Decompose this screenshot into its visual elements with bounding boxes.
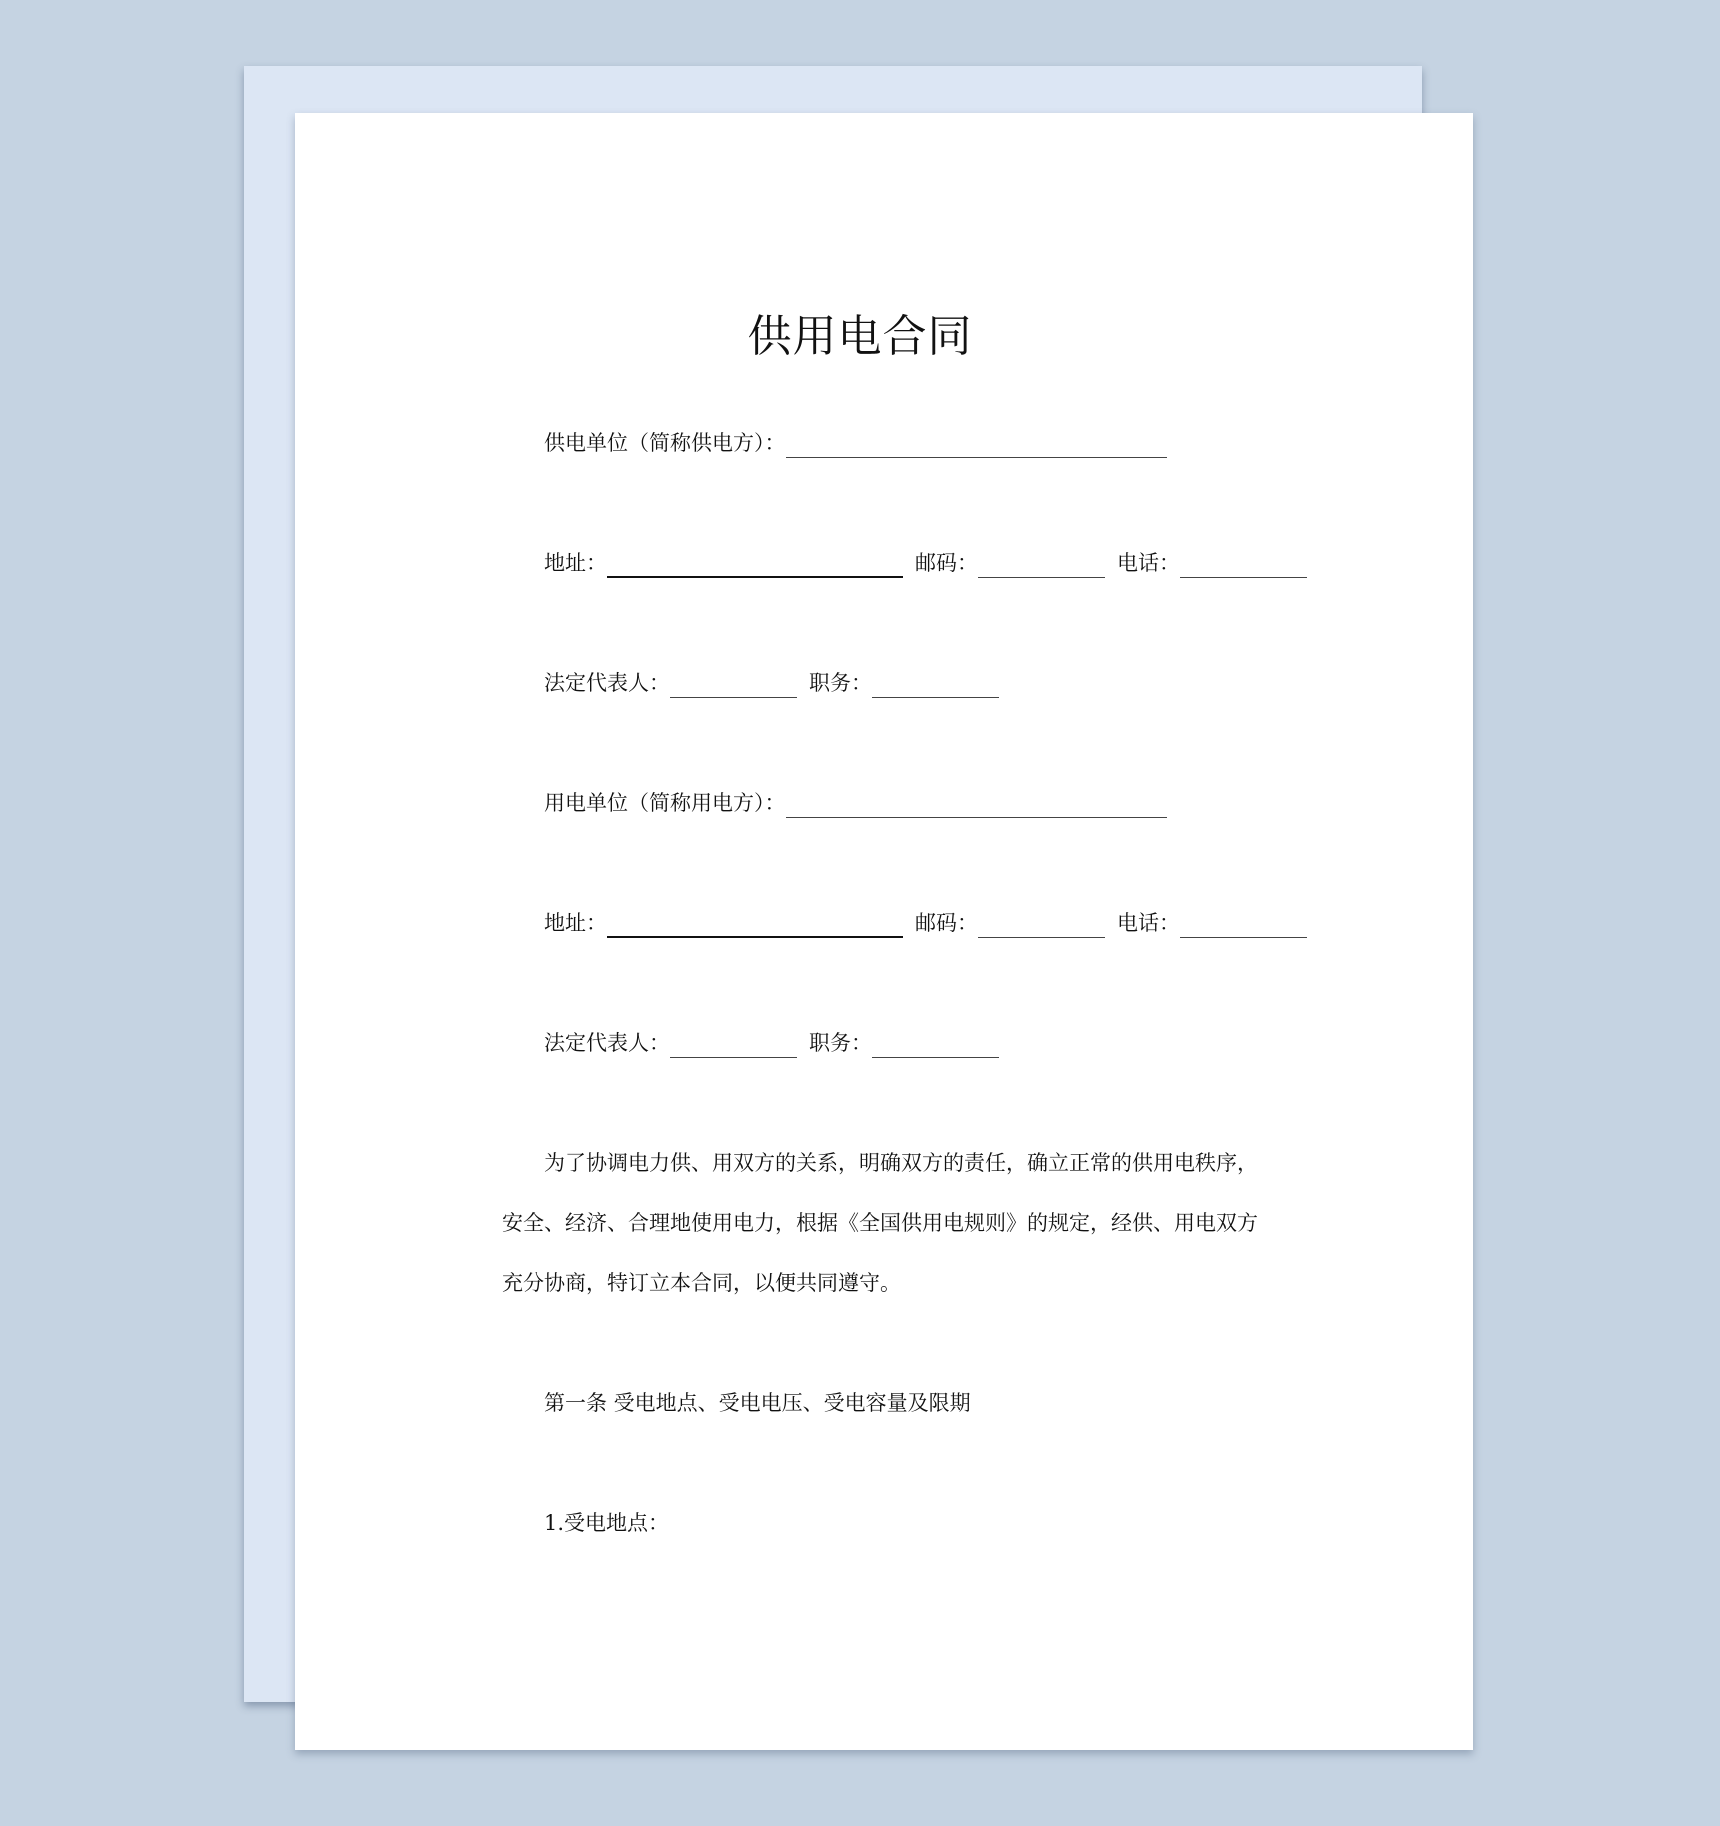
consumer-address-field[interactable] — [607, 914, 903, 938]
supplier-address-label: 地址： — [544, 551, 607, 575]
supplier-unit-field[interactable] — [786, 435, 1167, 458]
supplier-postcode-label: 邮码： — [915, 551, 978, 575]
consumer-phone-label: 电话： — [1117, 911, 1180, 935]
supplier-address-line — [544, 548, 1319, 578]
consumer-phone-field[interactable] — [1180, 915, 1307, 938]
supplier-phone-field[interactable] — [1180, 555, 1307, 578]
consumer-rep-line — [544, 1028, 1011, 1058]
consumer-unit-line — [544, 788, 1179, 818]
supplier-unit-label: 供电单位（简称供电方）： — [544, 431, 786, 455]
consumer-position-field[interactable] — [872, 1035, 999, 1058]
supplier-rep-field[interactable] — [670, 675, 797, 698]
supplier-unit-line — [544, 428, 1179, 458]
supplier-position-field[interactable] — [872, 675, 999, 698]
supplier-rep-line — [544, 668, 1011, 698]
consumer-unit-label: 用电单位（简称用电方）： — [544, 791, 786, 815]
supplier-position-label: 职务： — [809, 671, 872, 695]
preamble-line-1: 为了协调电力供、用双方的关系，明确双方的责任，确立正常的供用电秩序， — [544, 1151, 1258, 1175]
consumer-postcode-label: 邮码： — [915, 911, 978, 935]
article-1-heading: 第一条 受电地点、受电电压、受电容量及限期 — [544, 1391, 971, 1415]
article-1-item-1: 1.受电地点： — [544, 1511, 670, 1535]
consumer-rep-field[interactable] — [670, 1035, 797, 1058]
supplier-phone-label: 电话： — [1117, 551, 1180, 575]
consumer-address-label: 地址： — [544, 911, 607, 935]
supplier-rep-label: 法定代表人： — [544, 671, 670, 695]
consumer-position-label: 职务： — [809, 1031, 872, 1055]
preamble-line-2: 安全、经济、合理地使用电力，根据《全国供用电规则》的规定，经供、用电双方 — [502, 1211, 1258, 1235]
supplier-postcode-field[interactable] — [978, 555, 1105, 578]
consumer-address-line — [544, 908, 1319, 938]
preamble-line-3: 充分协商，特订立本合同，以便共同遵守。 — [502, 1271, 901, 1295]
consumer-unit-field[interactable] — [786, 795, 1167, 818]
document-title: 供用电合同 — [747, 311, 973, 362]
supplier-address-field[interactable] — [607, 554, 903, 578]
consumer-postcode-field[interactable] — [978, 915, 1105, 938]
consumer-rep-label: 法定代表人： — [544, 1031, 670, 1055]
